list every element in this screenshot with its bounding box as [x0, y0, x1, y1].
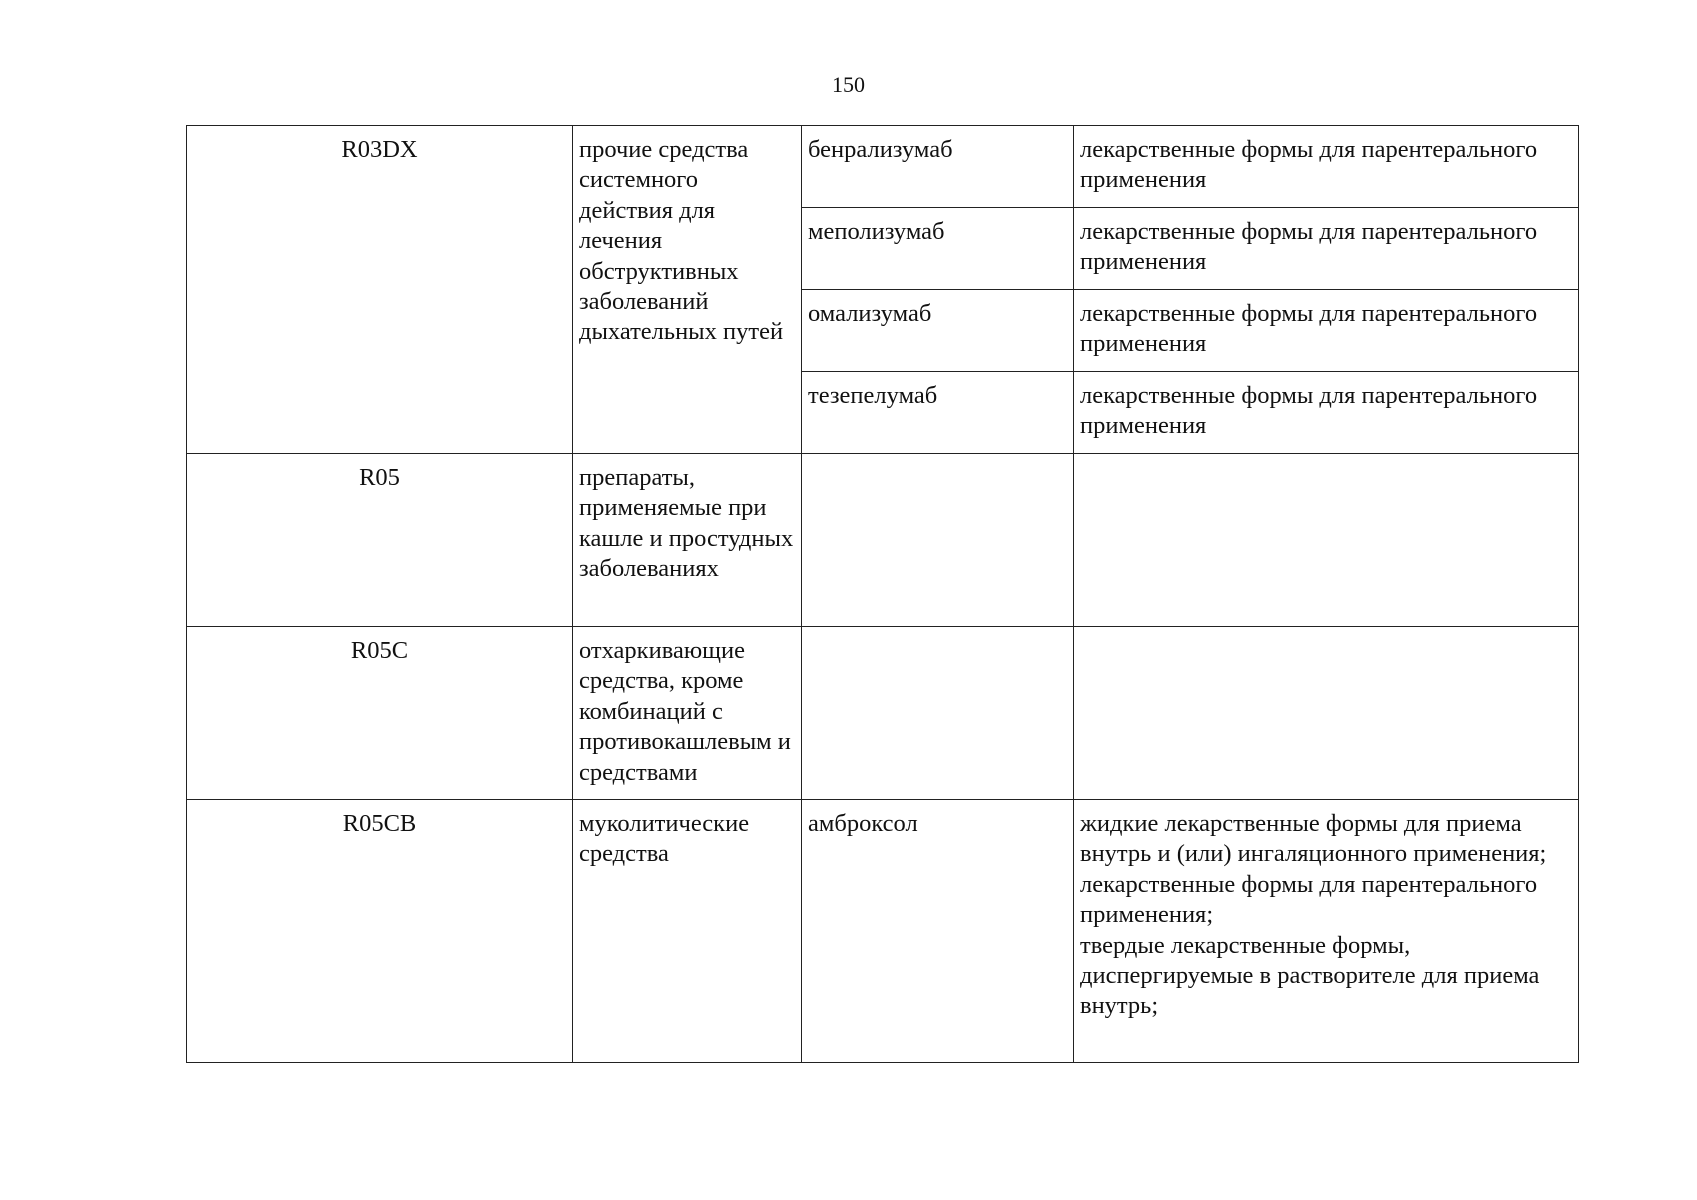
atc-code-cell: R03DX: [187, 126, 573, 454]
drug-name-cell: [802, 454, 1074, 627]
drug-name-cell: омализумаб: [802, 290, 1074, 372]
dosage-form-cell: лекарственные формы для парентерального применения: [1074, 372, 1579, 454]
table-row: [187, 800, 1579, 1063]
dosage-form-cell: [1074, 627, 1579, 800]
dosage-form-cell: [1074, 454, 1579, 627]
atc-code-cell: R05CB: [187, 800, 573, 1063]
atc-code-cell: R05: [187, 454, 573, 627]
table-row: [187, 126, 1579, 208]
dosage-form-cell: лекарственные формы для парентерального применения: [1074, 208, 1579, 290]
pharmacological-group-cell: отхаркивающие средства, кроме комбинаций с противокашлевым и средствами: [573, 627, 802, 800]
dosage-form-cell: лекарственные формы для парентерального применения: [1074, 126, 1579, 208]
drug-name-cell: амброксол: [802, 800, 1074, 1063]
drug-name-cell: [802, 627, 1074, 800]
drug-name-cell: бенрализумаб: [802, 126, 1074, 208]
table-row: [187, 627, 1579, 800]
drug-name-cell: меполизумаб: [802, 208, 1074, 290]
table-row: [187, 454, 1579, 627]
pharmacological-group-cell: муколитические средства: [573, 800, 802, 1063]
pharmacological-group-cell: прочие средства системного действия для лечения обструктивных заболеваний дыхательных путей: [573, 126, 802, 454]
atc-code-cell: R05C: [187, 627, 573, 800]
page-number: 150: [832, 72, 865, 97]
pharmacological-group-cell: препараты, применяемые при кашле и простудных заболеваниях: [573, 454, 802, 627]
dosage-form-cell: лекарственные формы для парентерального применения: [1074, 290, 1579, 372]
drug-list-table: [186, 125, 1579, 1063]
dosage-form-cell: жидкие лекарственные формы для приема внутрь и (или) ингаляционного применения; лекарственные формы для парентерального применения; твердые лекарственные формы, диспергируемые в растворителе для приема внутрь;: [1074, 800, 1579, 1063]
drug-name-cell: тезепелумаб: [802, 372, 1074, 454]
